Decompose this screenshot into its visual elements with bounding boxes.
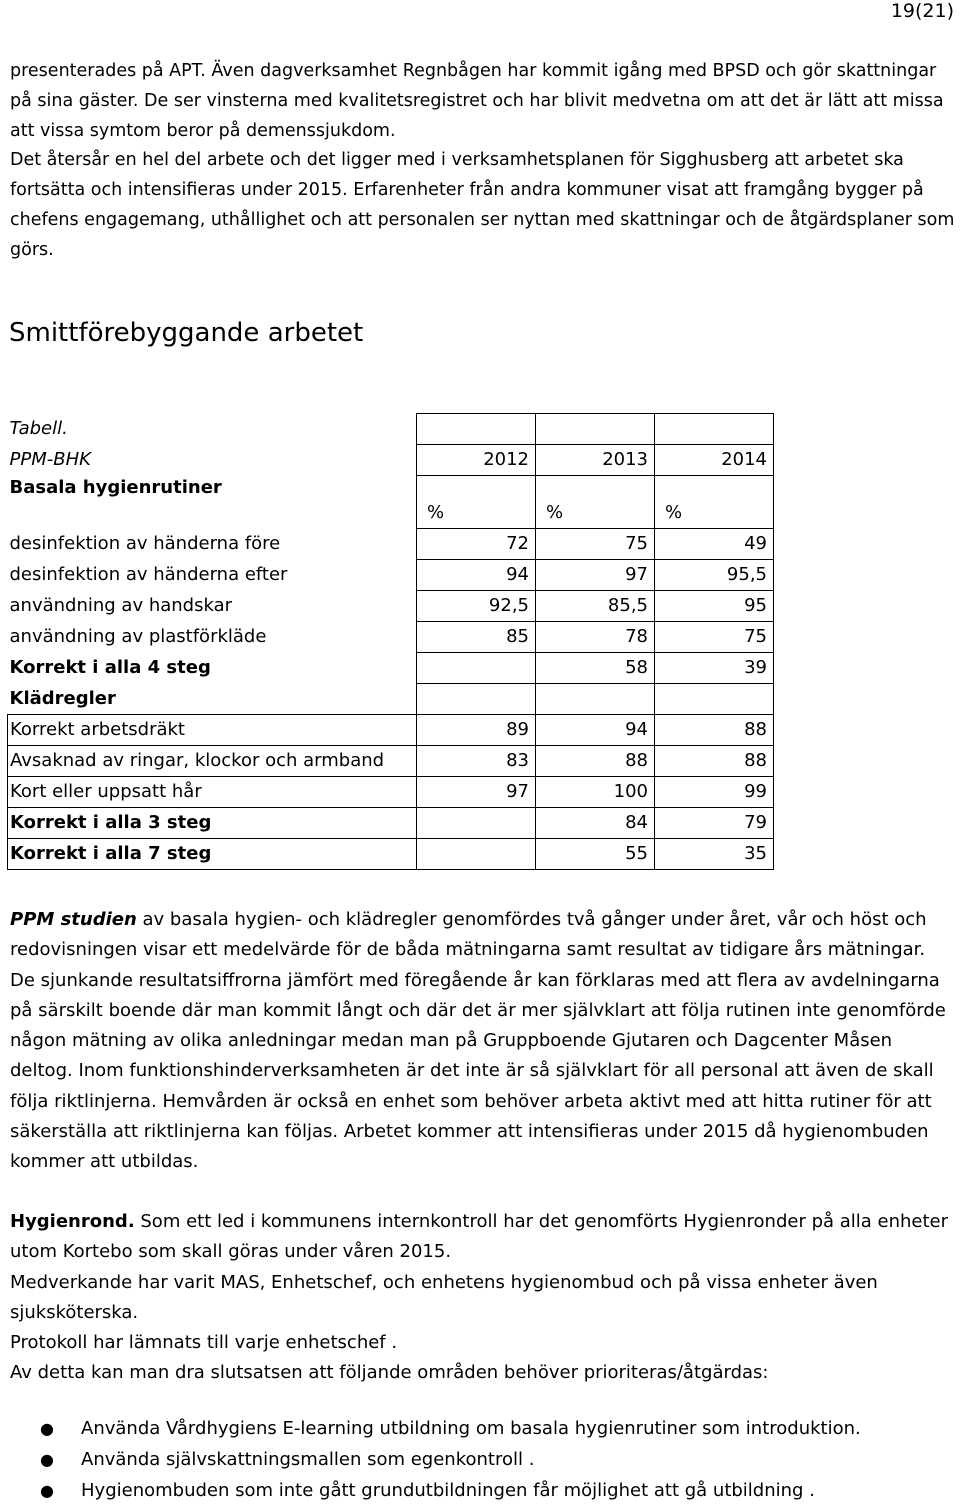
table-row-total xyxy=(8,653,774,684)
value-cell: 84 xyxy=(536,808,655,839)
hygienrond-line-4: Av detta kan man dra slutsatsen att följande områden behöver prioriteras/åtgärdas: xyxy=(10,1362,769,1384)
value-cell: 95,5 xyxy=(655,560,774,591)
row-label: Avsaknad av ringar, klockor och armband xyxy=(8,746,417,777)
table-row-years xyxy=(8,445,774,476)
value-cell: 55 xyxy=(536,839,655,870)
value-cell: 94 xyxy=(417,560,536,591)
row-label: desinfektion av händerna efter xyxy=(9,564,288,585)
hygienrond-section xyxy=(10,1207,955,1389)
hygienrond-text: Som ett led i kommunens internkontroll har det genomförts Hygienronder på alla enheter utom Kortebo som skall göras under våren 2015. xyxy=(10,1211,949,1263)
value-cell: 75 xyxy=(655,622,774,653)
total-label: Korrekt i alla 4 steg xyxy=(9,657,211,678)
table-cell xyxy=(417,684,536,715)
table-row xyxy=(8,529,774,560)
intro-paragraph-2-second: Erfarenheter från andra kommuner visat att framgång bygger på chefens engagemang, uthållighet och att personalen ser nyttan med skattningar och de åtgärdsplaner som görs. xyxy=(10,180,955,260)
intro-paragraph-2 xyxy=(10,145,955,265)
value-cell: 78 xyxy=(536,622,655,653)
table-row xyxy=(8,777,774,808)
row-label: Korrekt arbetsdräkt xyxy=(8,715,417,746)
bullet-icon: ● xyxy=(40,1450,54,1469)
row-label: desinfektion av händerna före xyxy=(9,533,281,554)
value-cell: 39 xyxy=(655,653,774,684)
value-cell: 49 xyxy=(655,529,774,560)
table-caption: Tabell. xyxy=(9,418,68,439)
hygienrond-line-1 xyxy=(10,1207,955,1268)
hygienrond-line-3: Protokoll har lämnats till varje enhetschef . xyxy=(10,1332,398,1354)
table-row xyxy=(8,622,774,653)
value-cell: 94 xyxy=(536,715,655,746)
list-item-text: Hygienombuden som inte gått grundutbildningen får möjlighet att gå utbildning . xyxy=(81,1480,815,1501)
value-cell: 72 xyxy=(417,529,536,560)
table-row xyxy=(8,560,774,591)
page-number: 19(21) xyxy=(890,0,954,22)
table-row xyxy=(8,591,774,622)
table-row xyxy=(8,746,774,777)
value-cell: 83 xyxy=(417,746,536,777)
total-label: Korrekt i alla 7 steg xyxy=(8,839,417,870)
table-row xyxy=(8,715,774,746)
table-row-section xyxy=(8,476,774,529)
value-cell xyxy=(417,808,536,839)
list-item-text: Använda Vårdhygiens E-learning utbildning om basala hygienrutiner som introduktion. xyxy=(81,1418,861,1439)
value-cell xyxy=(417,839,536,870)
section-label: Klädregler xyxy=(9,687,116,709)
year-2013: 2013 xyxy=(536,445,655,476)
bullet-icon: ● xyxy=(40,1481,54,1500)
value-cell: 95 xyxy=(655,591,774,622)
table-cell xyxy=(655,684,774,715)
ppm-text: av basala hygien- och klädregler genomfördes två gånger under året, vår och höst och redovisningen visar ett medelvärde för de båda mätningarna samt resultat av tidigare års mätningar. De sjunkande resultatsiffrorna jämfört med föregående år kan förklaras med att flera av avdelningarna på särskilt boende där man kommit långt och där det är mer självklart att följa rutinen inte genomförde någon mätning av olika anledningar medan man på Gruppboende Gjutaren och Dagcenter Måsen deltog. Inom funktionshinderverksamheten är det inte är så självklart för all personal att även de skall följa riktlinjerna. Hemvården är också en enhet som behöver arbeta aktivt med att hitta rutiner för att säkerställa att riktlinjerna kan följas. Arbetet kommer att intensifieras under 2015 då hygienombuden kommer att utbildas. xyxy=(10,909,946,1173)
list-item xyxy=(0,1413,861,1444)
hygienrond-lead: Hygienrond. xyxy=(10,1211,135,1232)
value-cell: 97 xyxy=(417,777,536,808)
year-2014: 2014 xyxy=(655,445,774,476)
bullet-icon: ● xyxy=(40,1419,54,1438)
table-row-caption xyxy=(8,414,774,445)
section-label: Basala hygienrutiner xyxy=(9,476,222,498)
value-cell: 88 xyxy=(536,746,655,777)
row-label: Kort eller uppsatt hår xyxy=(8,777,417,808)
unit-cell: % xyxy=(536,476,655,529)
row-label: användning av plastförkläde xyxy=(9,626,267,647)
row-label: användning av handskar xyxy=(9,595,233,616)
value-cell: 85 xyxy=(417,622,536,653)
value-cell: 92,5 xyxy=(417,591,536,622)
list-item-text: Använda självskattningsmallen som egenkontroll . xyxy=(81,1449,535,1470)
value-cell xyxy=(417,653,536,684)
table-cell xyxy=(536,414,655,445)
list-item xyxy=(0,1444,861,1475)
table-row-section xyxy=(8,684,774,715)
value-cell: 75 xyxy=(536,529,655,560)
intro-paragraph-2-first: Det återsår en hel del arbete och det ligger med i verksamhetsplanen för Sigghusberg att arbetet ska fortsätta och intensifieras under 2015. xyxy=(10,150,904,200)
hygienrond-line-2: Medverkande har varit MAS, Enhetschef, och enhetens hygienombud och på vissa enheter även sjuksköterska. xyxy=(10,1271,878,1323)
intro-paragraph-1: presenterades på APT. Även dagverksamhet Regnbågen har kommit igång med BPSD och gör skattningar på sina gäster. De ser vinsterna med kvalitetsregistret och har blivit medvetna om att det är lätt att missa att vissa symtom beror på demenssjukdom. xyxy=(10,61,944,141)
ppm-paragraph xyxy=(10,905,955,1178)
table-cell xyxy=(655,414,774,445)
table-row-total xyxy=(8,839,774,870)
ppm-lead: PPM studien xyxy=(10,909,137,930)
year-2012: 2012 xyxy=(417,445,536,476)
table-cell xyxy=(536,684,655,715)
hygiene-table xyxy=(7,413,774,870)
unit-cell: % xyxy=(655,476,774,529)
value-cell: 100 xyxy=(536,777,655,808)
table-row-total xyxy=(8,808,774,839)
value-cell: 85,5 xyxy=(536,591,655,622)
section-heading: Smittförebyggande arbetet xyxy=(9,318,364,348)
value-cell: 35 xyxy=(655,839,774,870)
value-cell: 58 xyxy=(536,653,655,684)
table-header-label: PPM-BHK xyxy=(9,449,91,470)
value-cell: 88 xyxy=(655,746,774,777)
value-cell: 89 xyxy=(417,715,536,746)
value-cell: 99 xyxy=(655,777,774,808)
table-cell xyxy=(417,414,536,445)
value-cell: 97 xyxy=(536,560,655,591)
value-cell: 88 xyxy=(655,715,774,746)
list-item xyxy=(0,1475,861,1506)
total-label: Korrekt i alla 3 steg xyxy=(8,808,417,839)
value-cell: 79 xyxy=(655,808,774,839)
unit-cell: % xyxy=(417,476,536,529)
action-list xyxy=(0,1413,861,1506)
